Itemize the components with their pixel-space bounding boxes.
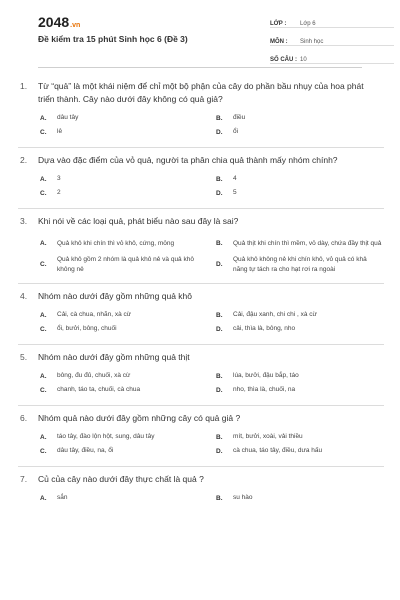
answer-options <box>40 172 382 200</box>
option-letter: D. <box>216 325 223 333</box>
answer-options <box>40 369 382 397</box>
answer-option-d[interactable] <box>216 125 382 139</box>
answer-option-a[interactable] <box>40 233 206 254</box>
meta-count-label: SỐ CÂU : <box>270 57 297 63</box>
option-text: ổi <box>233 128 239 135</box>
option-letter: A. <box>40 240 47 247</box>
answer-option-a[interactable] <box>40 369 206 383</box>
question-number: 7. <box>20 474 28 484</box>
question-text: Nhóm nào dưới đây gồm những quả thịt <box>38 352 190 362</box>
exam-header <box>18 0 382 70</box>
exam-title: Đề kiểm tra 15 phút Sinh học 6 (Đề 3) <box>38 34 188 44</box>
question-number: 2. <box>20 155 28 165</box>
option-text: dâu tây, điều, na, ổi <box>57 447 114 454</box>
answer-option-c[interactable] <box>40 254 206 275</box>
option-letter: B. <box>216 175 223 183</box>
option-letter: B. <box>216 372 223 380</box>
option-text: ổi, bưởi, bông, chuối <box>57 325 117 332</box>
answer-option-d[interactable] <box>216 383 382 397</box>
option-text: Cải, đậu xanh, chi chi , xà cừ <box>233 311 317 318</box>
site-logo[interactable] <box>38 14 80 30</box>
question-header <box>20 154 382 167</box>
option-letter: A. <box>40 433 47 441</box>
option-letter: D. <box>216 386 223 394</box>
option-text: cải, thìa là, bông, nho <box>233 325 296 332</box>
question-2 <box>20 148 382 208</box>
question-text: Từ “quả” là một khái niệm để chỉ một bộ phận của cây do phần bầu nhụy của hoa phát triển thành. Cây nào dưới đây không có quả giả? <box>38 81 364 104</box>
question-text: Khi nói về các loại quả, phát biểu nào sau đây là sai? <box>38 216 239 226</box>
option-text: 4 <box>233 175 237 182</box>
answer-option-c[interactable] <box>40 444 206 458</box>
option-text: nho, thìa là, chuối, na <box>233 386 296 393</box>
question-number: 6. <box>20 413 28 423</box>
answer-options <box>40 491 382 505</box>
answer-option-b[interactable] <box>216 491 382 505</box>
logo-sub: .vn <box>70 22 81 29</box>
question-header <box>20 351 382 364</box>
question-text: Nhóm quả nào dưới đây gồm những cây có quả giả ? <box>38 413 241 423</box>
option-text: bông, đu đủ, chuối, xà cừ <box>57 372 131 379</box>
meta-subject-label: MÔN : <box>270 39 288 45</box>
question-3 <box>20 209 382 283</box>
question-number: 3. <box>20 216 28 226</box>
option-text: dâu tây <box>57 114 79 121</box>
answer-options <box>40 233 382 275</box>
meta-subject-value: Sinh học <box>300 39 324 45</box>
option-text: Quả khô không nẻ khi chín khô, vỏ quả có khả năng tự tách ra cho hạt rơi ra ngoài <box>233 255 367 273</box>
answer-option-b[interactable] <box>216 111 382 125</box>
answer-option-d[interactable] <box>216 254 382 275</box>
option-text: su hào <box>233 494 253 501</box>
option-letter: C. <box>40 189 47 197</box>
answer-option-a[interactable] <box>40 430 206 444</box>
option-text: táo tây, đào lộn hột, sung, dâu tây <box>57 433 155 440</box>
meta-class-label: LỚP : <box>270 21 287 27</box>
answer-option-b[interactable] <box>216 172 382 186</box>
option-letter: C. <box>40 261 47 268</box>
meta-class <box>270 14 394 28</box>
option-letter: C. <box>40 325 47 333</box>
question-4 <box>20 284 382 344</box>
option-letter: B. <box>216 494 223 502</box>
option-letter: A. <box>40 494 47 502</box>
option-text: cà chua, táo tây, điều, dưa hấu <box>233 447 323 454</box>
question-number: 5. <box>20 352 28 362</box>
answer-option-a[interactable] <box>40 491 206 505</box>
option-text: Quả khô gồm 2 nhóm là quả khô nẻ và quả khô không nẻ <box>57 255 194 273</box>
answer-option-b[interactable] <box>216 308 382 322</box>
answer-option-b[interactable] <box>216 233 382 254</box>
option-letter: C. <box>40 128 47 136</box>
answer-options <box>40 430 382 458</box>
option-letter: D. <box>216 261 223 268</box>
option-letter: A. <box>40 114 47 122</box>
answer-option-c[interactable] <box>40 383 206 397</box>
question-1 <box>20 74 382 147</box>
question-header <box>20 215 382 228</box>
option-letter: A. <box>40 311 47 319</box>
meta-count-value: 10 <box>300 57 307 63</box>
option-text: 2 <box>57 189 61 196</box>
option-text: Quả khô khi chín thì vỏ khô, cứng, mỏng <box>57 239 175 247</box>
exam-meta <box>270 14 394 68</box>
question-5 <box>20 345 382 405</box>
question-number: 4. <box>20 291 28 301</box>
answer-option-c[interactable] <box>40 322 206 336</box>
answer-options <box>40 308 382 336</box>
question-header <box>20 412 382 425</box>
answer-option-d[interactable] <box>216 444 382 458</box>
option-text: sắn <box>57 494 68 501</box>
question-text: Dựa vào đặc điểm của vỏ quả, người ta phân chia quả thành mấy nhóm chính? <box>38 155 338 165</box>
option-letter: B. <box>216 114 223 122</box>
meta-subject <box>270 32 394 46</box>
question-header <box>20 473 382 486</box>
question-text: Củ của cây nào dưới đây thực chất là quả ? <box>38 474 204 484</box>
option-text: Cải, cà chua, nhãn, xà cừ <box>57 311 132 318</box>
option-text: 5 <box>233 189 237 196</box>
option-text: Quả thịt khi chín thì mềm, vỏ dày, chứa đầy thịt quả <box>233 239 382 247</box>
option-letter: D. <box>216 447 223 455</box>
option-text: lúa, bưởi, đậu bắp, táo <box>233 372 299 379</box>
answer-option-c[interactable] <box>40 125 206 139</box>
option-letter: C. <box>40 386 47 394</box>
answer-option-a[interactable] <box>40 111 206 125</box>
option-text: chanh, táo ta, chuối, cà chua <box>57 386 141 393</box>
option-text: 3 <box>57 175 61 182</box>
answer-option-c[interactable] <box>40 186 206 200</box>
option-letter: B. <box>216 433 223 441</box>
option-text: điều <box>233 114 246 121</box>
logo-main: 2048 <box>38 14 70 30</box>
option-text: lê <box>57 128 63 135</box>
question-6 <box>20 406 382 466</box>
option-letter: D. <box>216 128 223 136</box>
option-letter: B. <box>216 240 223 247</box>
option-letter: A. <box>40 372 47 380</box>
answer-option-b[interactable] <box>216 369 382 383</box>
answer-option-d[interactable] <box>216 322 382 336</box>
option-text: mít, bưởi, xoài, vải thiều <box>233 433 303 440</box>
question-text: Nhóm nào dưới đây gồm những quả khô <box>38 291 192 301</box>
header-divider <box>38 67 362 68</box>
meta-count <box>270 50 394 64</box>
answer-option-b[interactable] <box>216 430 382 444</box>
answer-option-a[interactable] <box>40 308 206 322</box>
question-number: 1. <box>20 81 28 91</box>
question-header <box>20 290 382 303</box>
option-letter: D. <box>216 189 223 197</box>
option-letter: B. <box>216 311 223 319</box>
question-list <box>20 74 382 505</box>
question-header <box>20 80 382 106</box>
question-7 <box>20 467 382 505</box>
option-letter: A. <box>40 175 47 183</box>
answer-options <box>40 111 382 139</box>
answer-option-a[interactable] <box>40 172 206 186</box>
meta-class-value: Lớp 6 <box>300 21 316 27</box>
option-letter: C. <box>40 447 47 455</box>
answer-option-d[interactable] <box>216 186 382 200</box>
